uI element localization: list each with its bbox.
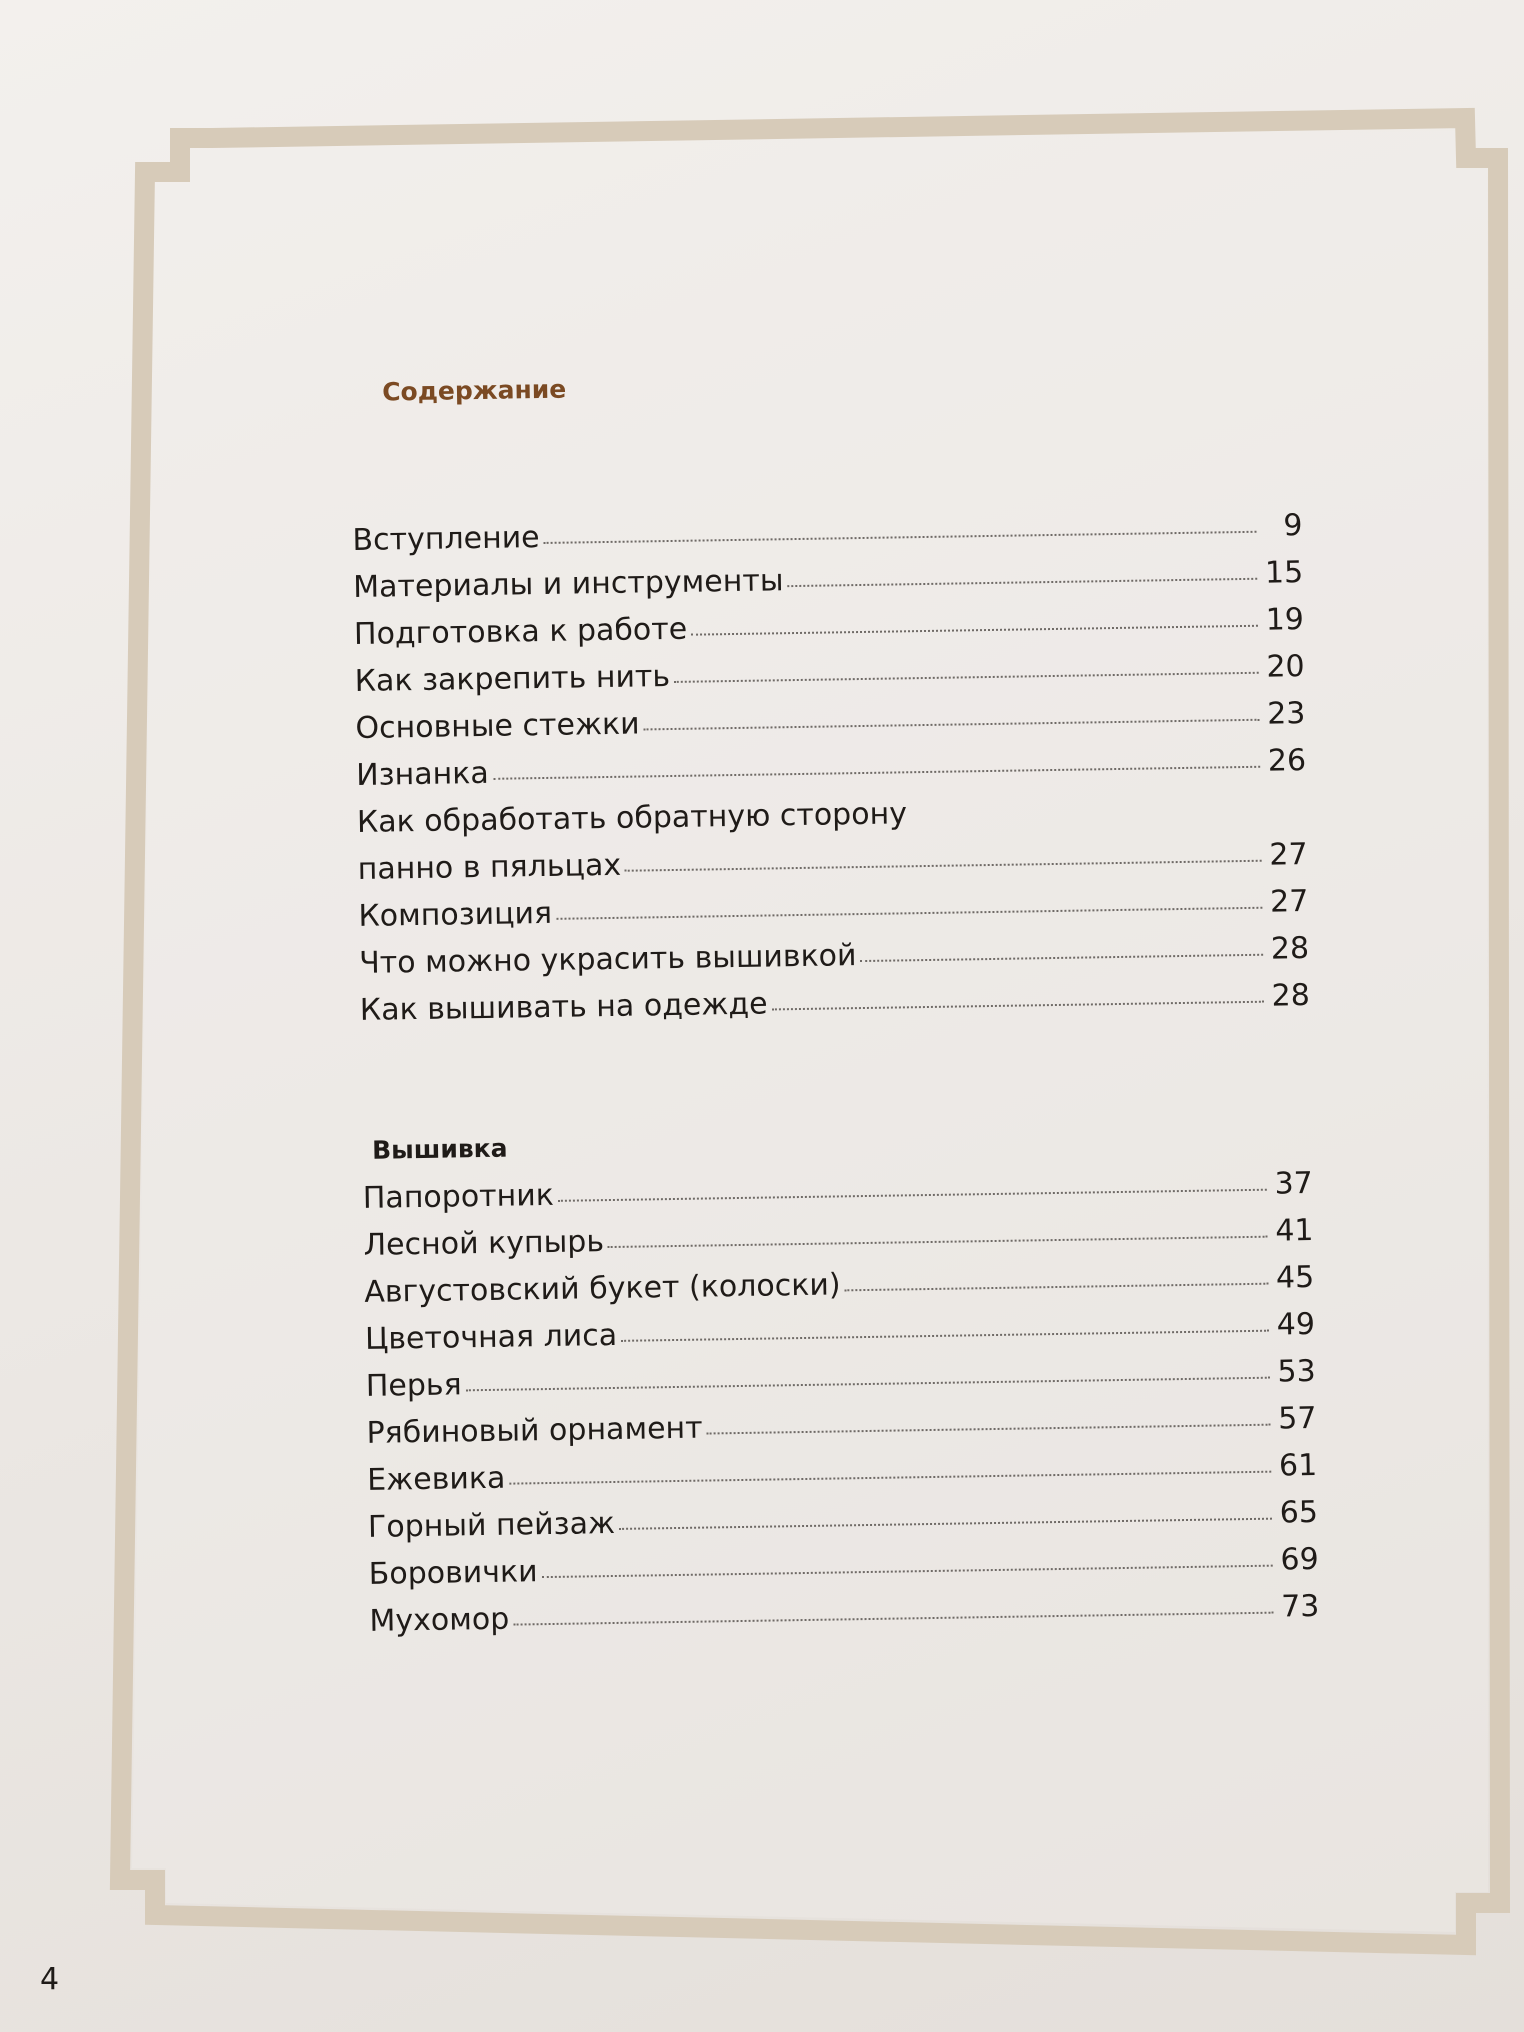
entry-title: Папоротник	[362, 1177, 555, 1216]
entry-title: Горный пейзаж	[367, 1505, 616, 1545]
entry-page-number: 23	[1266, 696, 1306, 732]
dot-leader	[466, 1377, 1270, 1392]
entry-page-number: 57	[1277, 1400, 1317, 1437]
entry-page-number: 65	[1279, 1494, 1319, 1531]
entry-page-number: 26	[1267, 743, 1307, 779]
dot-leader	[608, 1236, 1268, 1248]
entry-page-number: 9	[1283, 508, 1303, 544]
entry-title: панно в пяльцах	[357, 847, 622, 887]
dot-leader	[707, 1424, 1271, 1435]
toc-title: Содержание	[381, 374, 567, 407]
entry-title: Перья	[365, 1367, 462, 1404]
entry-title: Как закрепить нить	[354, 659, 671, 699]
entry-page-number: 41	[1275, 1212, 1314, 1249]
entry-page-number: 45	[1275, 1259, 1315, 1296]
entry-page-number: 28	[1270, 931, 1310, 967]
entry-page-number: 28	[1271, 978, 1311, 1014]
entry-page-number: 73	[1280, 1588, 1320, 1625]
dot-leader	[513, 1612, 1273, 1626]
entry-title: Рябиновый орнамент	[366, 1410, 703, 1451]
dot-leader	[644, 719, 1260, 731]
dot-leader	[674, 672, 1259, 683]
entry-page-number: 20	[1266, 649, 1305, 685]
dot-leader	[788, 578, 1258, 587]
dot-leader	[619, 1518, 1272, 1530]
dot-leader	[625, 860, 1262, 872]
entry-title: Композиция	[358, 895, 553, 934]
entry-title: Что можно украсить вышивкой	[358, 938, 857, 981]
entry-page-number: 61	[1278, 1447, 1318, 1484]
entry-page-number: 53	[1277, 1353, 1316, 1390]
table-of-contents	[350, 365, 1320, 1645]
page-number: 4	[40, 1962, 60, 1997]
entry-title: Основные стежки	[355, 706, 640, 746]
entry-title: Подготовка к работе	[353, 611, 688, 652]
dot-leader	[691, 625, 1258, 636]
entry-title: Ежевика	[367, 1460, 506, 1498]
section-title: Вышивка	[371, 1133, 508, 1165]
entry-title: Материалы и инструменты	[352, 563, 784, 605]
toc-entry-first-line[interactable]: Как обработать обратную сторону	[356, 796, 908, 840]
dot-leader	[621, 1330, 1269, 1342]
entry-title: Вступление	[352, 520, 540, 558]
entry-page-number: 49	[1276, 1306, 1316, 1343]
entry-title: Августовский букет (колоски)	[364, 1267, 841, 1310]
entry-title: Цветочная лиса	[364, 1317, 618, 1357]
dot-leader	[556, 907, 1262, 920]
dot-leader	[544, 531, 1257, 544]
entry-page-number: 27	[1269, 837, 1308, 873]
dot-leader	[772, 1001, 1264, 1011]
dot-leader	[509, 1471, 1271, 1485]
entry-page-number: 69	[1280, 1541, 1319, 1578]
entry-title: Боровички	[368, 1554, 538, 1592]
section-entries-list	[362, 1160, 1319, 1645]
entry-title: Мухомор	[369, 1601, 510, 1639]
entry-page-number: 15	[1264, 555, 1304, 591]
entry-title: Изнанка	[355, 755, 489, 793]
dot-leader	[558, 1189, 1267, 1202]
dot-leader	[542, 1565, 1273, 1578]
dot-leader	[845, 1283, 1269, 1292]
entry-page-number: 37	[1274, 1165, 1314, 1202]
entry-title: Лесной купырь	[363, 1224, 605, 1263]
entry-page-number: 19	[1265, 602, 1305, 638]
intro-entries-list	[352, 502, 1310, 1034]
dot-leader	[493, 766, 1260, 780]
entry-title: Как вышивать на одежде	[359, 986, 768, 1028]
entry-page-number: 27	[1269, 884, 1309, 920]
dot-leader	[861, 954, 1264, 962]
